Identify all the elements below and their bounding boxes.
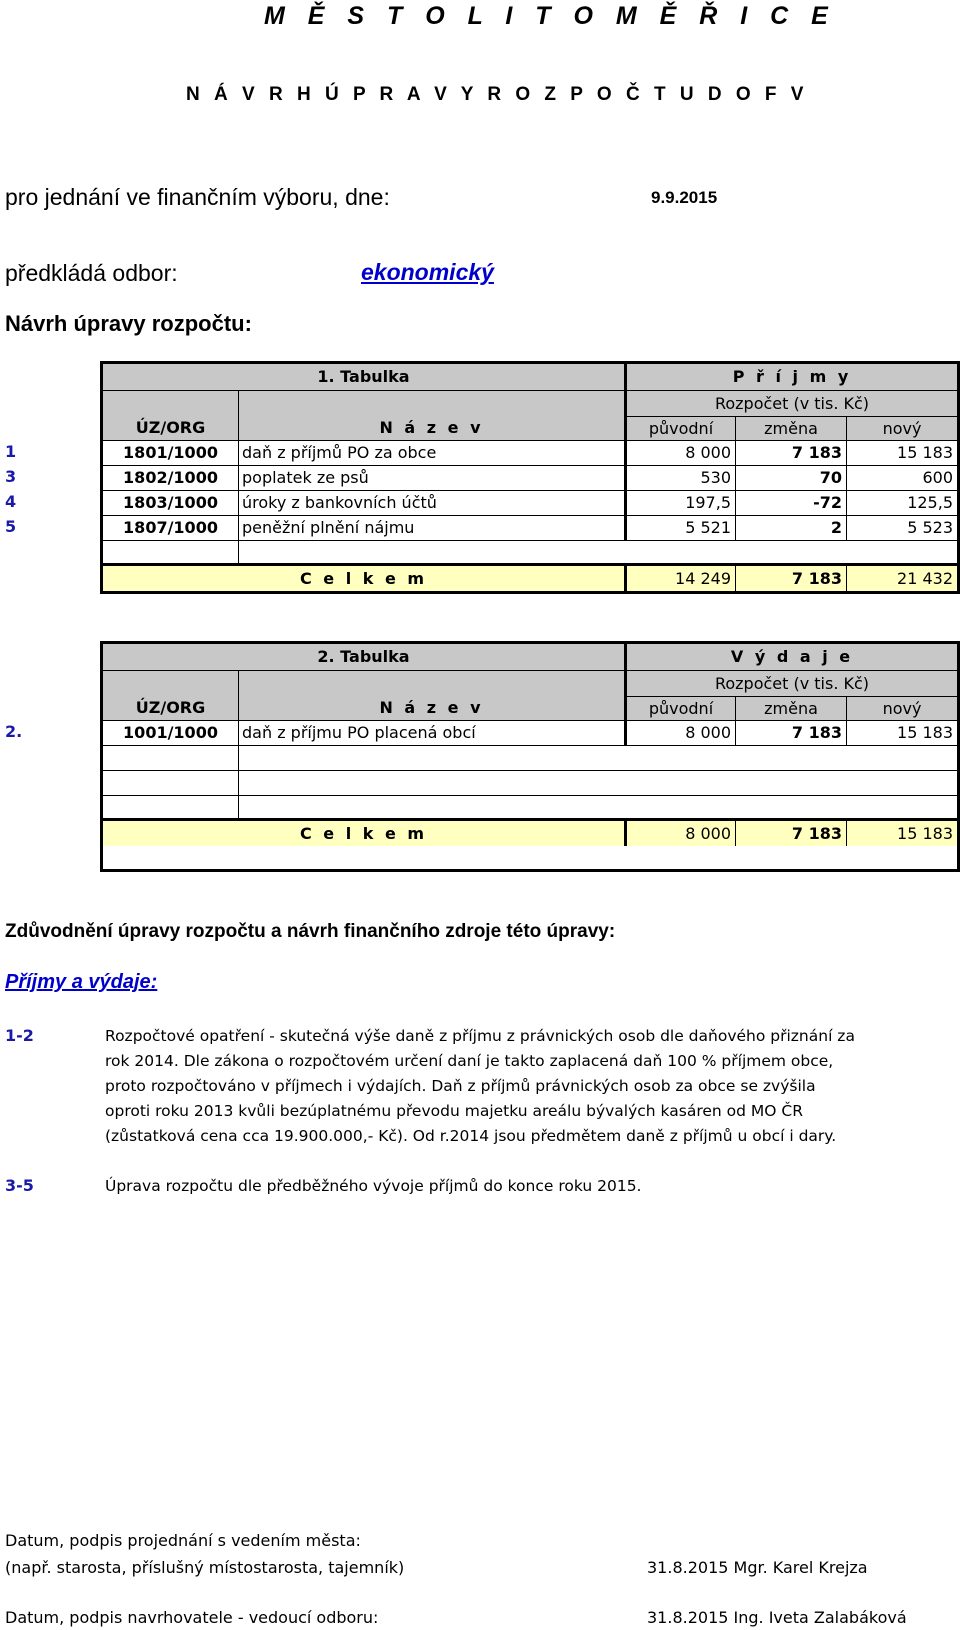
table-caption: 2. Tabulka: [103, 644, 624, 670]
column-header-new: nový: [846, 416, 957, 440]
total-new: 15 183: [846, 818, 957, 846]
column-header-name: N á z e v: [239, 416, 624, 440]
table-section-title: V ý d a j e: [624, 644, 957, 670]
empty-cell: [238, 745, 624, 770]
row-number: 1: [5, 442, 17, 461]
row-name: daň z příjmu PO placená obcí: [238, 720, 624, 745]
row-org: 1807/1000: [103, 515, 238, 540]
column-header-original: původní: [624, 696, 735, 720]
department-label: předkládá odbor:: [5, 260, 178, 286]
total-new: 21 432: [846, 563, 957, 591]
row-new: 5 523: [846, 515, 957, 540]
column-header-name: N á z e v: [239, 696, 624, 720]
row-change: 2: [735, 515, 846, 540]
row-org: 1802/1000: [103, 465, 238, 490]
row-name: daň z příjmů PO za obce: [238, 440, 624, 465]
empty-cell: [103, 540, 238, 563]
row-change: -72: [735, 490, 846, 515]
row-new: 600: [846, 465, 957, 490]
approval-note: (např. starosta, příslušný místostarosta, tajemník): [5, 1558, 405, 1577]
paragraph-line: Rozpočtové opatření - skutečná výše daně z příjmu z právnických osob dle daňového přiznání za: [105, 1027, 855, 1045]
empty-cell: [103, 745, 238, 770]
row-name: úroky z bankovních účtů: [238, 490, 624, 515]
empty-cell: [238, 795, 624, 818]
column-header-new: nový: [846, 696, 957, 720]
empty-cell: [103, 795, 238, 818]
proposer-signature: 31.8.2015 Ing. Iveta Zalabáková: [647, 1608, 907, 1627]
row-name: peněžní plnění nájmu: [238, 515, 624, 540]
approval-label: Datum, podpis projednání s vedením města:: [5, 1531, 361, 1550]
empty-cell: [624, 770, 957, 795]
paragraph-line: rok 2014. Dle zákona o rozpočtovém určení daní je takto zaplacená daň 100 % příjmem obce,: [105, 1052, 834, 1070]
city-title: M Ě S T O L I T O M Ě Ř I C E: [264, 2, 836, 30]
meeting-date: 9.9.2015: [651, 188, 718, 207]
row-org: 1803/1000: [103, 490, 238, 515]
department-link[interactable]: ekonomický: [361, 259, 494, 285]
row-original: 8 000: [624, 440, 735, 465]
column-header-change: změna: [735, 416, 846, 440]
total-change: 7 183: [735, 563, 846, 591]
expense-table: [100, 641, 960, 872]
column-header-org: ÚZ/ORG: [103, 416, 238, 440]
meeting-label: pro jednání ve finančním výboru, dne:: [5, 184, 390, 210]
row-original: 197,5: [624, 490, 735, 515]
table-section-title: P ř í j m y: [624, 364, 957, 390]
row-change: 7 183: [735, 720, 846, 745]
budget-header: Rozpočet (v tis. Kč): [624, 670, 957, 696]
paragraph-line: (zůstatková cena cca 19.900.000,- Kč). Od r.2014 jsou předmětem daně z příjmů u obcí i dary.: [105, 1127, 837, 1145]
document-title: N Á V R H Ú P R A V Y R O Z P O Č T U D O F V: [186, 84, 808, 105]
row-org: 1001/1000: [103, 720, 238, 745]
paragraph-line: proto rozpočtováno v příjmech i výdajích. Daň z příjmů právnických osob za obce se zvýšila: [105, 1077, 816, 1095]
empty-cell: [624, 540, 957, 563]
row-original: 530: [624, 465, 735, 490]
paragraph-line: oproti roku 2013 kvůli bezúplatnému převodu majetku areálu bývalých kasáren od MO ČR: [105, 1102, 803, 1120]
total-label: C e l k e m: [103, 818, 624, 846]
column-header-original: původní: [624, 416, 735, 440]
empty-cell: [624, 795, 957, 818]
row-number: 2.: [5, 722, 23, 741]
row-new: 15 183: [846, 720, 957, 745]
row-new: 125,5: [846, 490, 957, 515]
row-number: 3: [5, 467, 17, 486]
row-number: 4: [5, 492, 17, 511]
table-caption: 1. Tabulka: [103, 364, 624, 390]
column-header-org: ÚZ/ORG: [103, 696, 238, 720]
row-original: 8 000: [624, 720, 735, 745]
row-original: 5 521: [624, 515, 735, 540]
proposer-label: Datum, podpis navrhovatele - vedoucí odboru:: [5, 1608, 379, 1627]
total-label: C e l k e m: [103, 563, 624, 591]
row-org: 1801/1000: [103, 440, 238, 465]
justification-subheading: Příjmy a výdaje:: [5, 971, 158, 993]
paragraph-line: Úprava rozpočtu dle předběžného vývoje příjmů do konce roku 2015.: [105, 1177, 642, 1195]
column-header-change: změna: [735, 696, 846, 720]
total-original: 8 000: [624, 818, 735, 846]
row-name: poplatek ze psů: [238, 465, 624, 490]
justification-paragraph: [105, 1024, 855, 1149]
justification-paragraph: [105, 1174, 641, 1199]
item-reference: 3-5: [5, 1176, 34, 1195]
empty-cell: [238, 770, 624, 795]
item-reference: 1-2: [5, 1026, 34, 1045]
row-change: 7 183: [735, 440, 846, 465]
empty-cell: [238, 540, 624, 563]
empty-cell: [624, 745, 957, 770]
row-number: 5: [5, 517, 17, 536]
empty-cell: [103, 770, 238, 795]
row-new: 15 183: [846, 440, 957, 465]
budget-header: Rozpočet (v tis. Kč): [624, 390, 957, 416]
approval-signature: 31.8.2015 Mgr. Karel Krejza: [647, 1558, 868, 1577]
income-table: [100, 361, 960, 594]
row-change: 70: [735, 465, 846, 490]
proposal-label: Návrh úpravy rozpočtu:: [5, 311, 252, 336]
total-original: 14 249: [624, 563, 735, 591]
justification-heading: Zdůvodnění úpravy rozpočtu a návrh finančního zdroje této úpravy:: [5, 921, 616, 942]
total-change: 7 183: [735, 818, 846, 846]
